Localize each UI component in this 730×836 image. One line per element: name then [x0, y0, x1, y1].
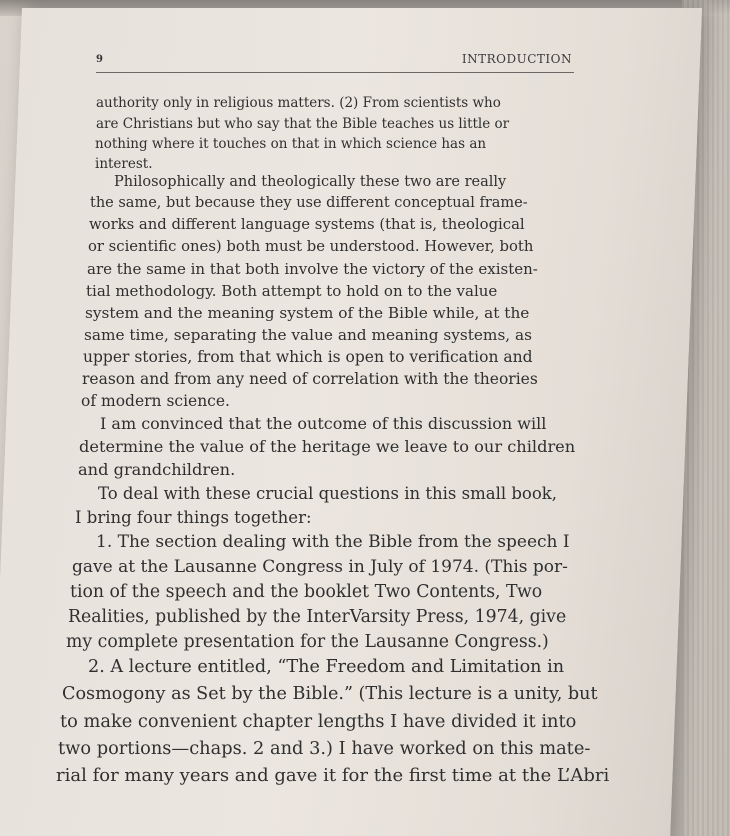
text-line: of modern science.	[81, 392, 230, 410]
page-header	[96, 52, 574, 73]
text-line: rial for many years and gave it for the first time at the L’Abri	[56, 765, 610, 786]
text-line: Cosmogony as Set by the Bible.” (This lecture is a unity, but	[62, 684, 598, 704]
text-line: my complete presentation for the Lausanne Congress.)	[66, 632, 549, 652]
text-line: interest.	[95, 156, 153, 172]
text-line: and grandchildren.	[78, 460, 236, 479]
text-line: system and the meaning system of the Bible while, at the	[85, 304, 530, 322]
text-line: two portions—chaps. 2 and 3.) I have worked on this mate-	[58, 738, 591, 759]
text-line: tial methodology. Both attempt to hold on to the value	[86, 282, 498, 300]
text-line: upper stories, from that which is open to verification and	[83, 348, 533, 366]
text-line: reason and from any need of correlation with the theories	[82, 370, 538, 388]
text-line: To deal with these crucial questions in this small book,	[98, 484, 558, 503]
text-line: nothing where it touches on that in which science has an	[95, 136, 487, 152]
text-line: gave at the Lausanne Congress in July of 1974. (This por-	[72, 557, 568, 577]
text-line: the same, but because they use different conceptual frame-	[90, 195, 528, 211]
text-line: same time, separating the value and meaning systems, as	[84, 326, 532, 344]
text-line: 1. The section dealing with the Bible from the speech I	[96, 532, 570, 552]
running-head: INTRODUCTION	[461, 52, 572, 66]
text-line: or scientific ones) both must be understood. However, both	[88, 238, 534, 255]
text-line: to make convenient chapter lengths I have divided it into	[60, 711, 577, 732]
text-line: authority only in religious matters. (2) From scientists who	[96, 95, 501, 111]
text-line: works and different language systems (that is, theological	[89, 216, 525, 233]
text-line: 2. A lecture entitled, “The Freedom and Limitation in	[88, 657, 565, 677]
text-line: determine the value of the heritage we leave to our children	[79, 437, 576, 456]
text-line: I am convinced that the outcome of this discussion will	[100, 414, 547, 433]
page-number: 9	[96, 54, 103, 65]
text-line: I bring four things together:	[75, 508, 312, 527]
text-line: are Christians but who say that the Bible teaches us little or	[96, 116, 510, 132]
text-line: are the same in that both involve the victory of the existen-	[87, 260, 538, 278]
text-line: tion of the speech and the booklet Two Contents, Two	[70, 582, 543, 602]
text-line: Philosophically and theologically these two are really	[114, 174, 507, 190]
text-line: Realities, published by the InterVarsity Press, 1974, give	[68, 607, 567, 627]
